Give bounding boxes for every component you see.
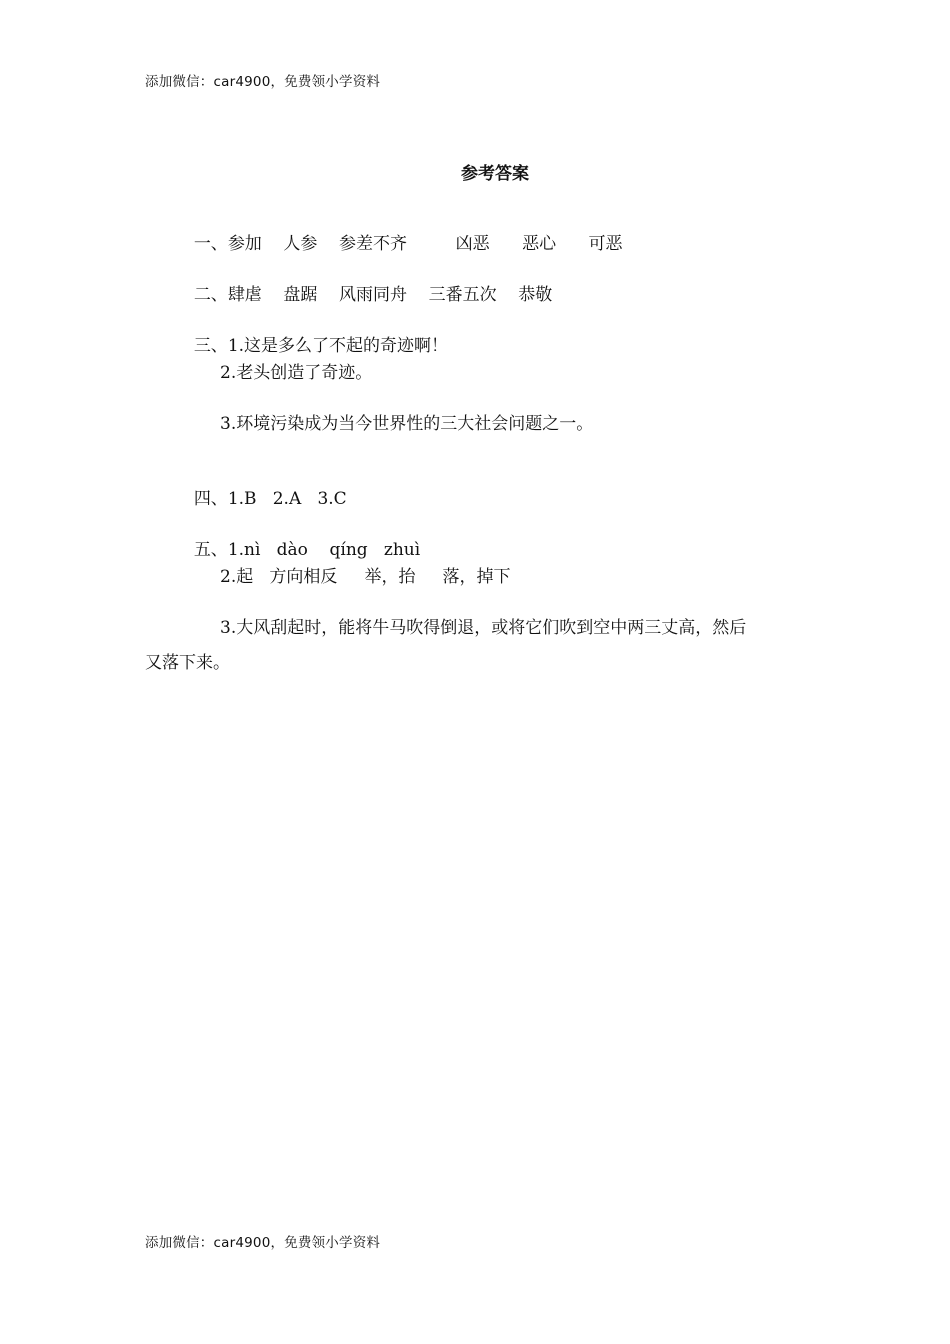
section-3-item-2: 2.老头创造了奇迹。 bbox=[220, 363, 373, 383]
answer-section-5 bbox=[183, 514, 420, 562]
section-4-label: 四、 bbox=[193, 489, 228, 509]
section-3-label: 三、 bbox=[193, 336, 228, 356]
section-5-label: 五、 bbox=[193, 540, 228, 560]
section-5-item-3: 3.大风刮起时，能将牛马吹得倒退，或将它们吹到空中两三丈高，然后 bbox=[220, 618, 747, 638]
section-4-answers: 1.B 2.A 3.C bbox=[227, 489, 347, 509]
section-1-label: 一、 bbox=[193, 234, 228, 254]
section-2-label: 二、 bbox=[193, 285, 228, 305]
section-5-item-1: 1.nì dào qíng zhuì bbox=[227, 540, 421, 560]
footer-note: 添加微信：car4900，免费领小学资料 bbox=[145, 1235, 381, 1251]
section-5-item-2: 2.起 方向相反 举，抬 落，掉下 bbox=[220, 567, 511, 587]
section-3-item-1: 1.这是多么了不起的奇迹啊！ bbox=[227, 336, 449, 356]
section-5-item-3-continued: 又落下来。 bbox=[145, 653, 230, 673]
answer-section-3 bbox=[183, 310, 448, 358]
section-3-item-3: 3.环境污染成为当今世界性的三大社会问题之一。 bbox=[220, 414, 594, 434]
answer-section-2 bbox=[183, 259, 552, 307]
header-note: 添加微信：car4900，免费领小学资料 bbox=[145, 74, 381, 90]
answer-section-4 bbox=[183, 463, 347, 511]
document-title: 参考答案 bbox=[461, 164, 529, 184]
section-1-answers: 参加 人参 参差不齐 凶恶 恶心 可恶 bbox=[227, 234, 623, 254]
section-2-answers: 肆虐 盘踞 风雨同舟 三番五次 恭敬 bbox=[227, 285, 553, 305]
answer-section-1 bbox=[183, 208, 623, 256]
